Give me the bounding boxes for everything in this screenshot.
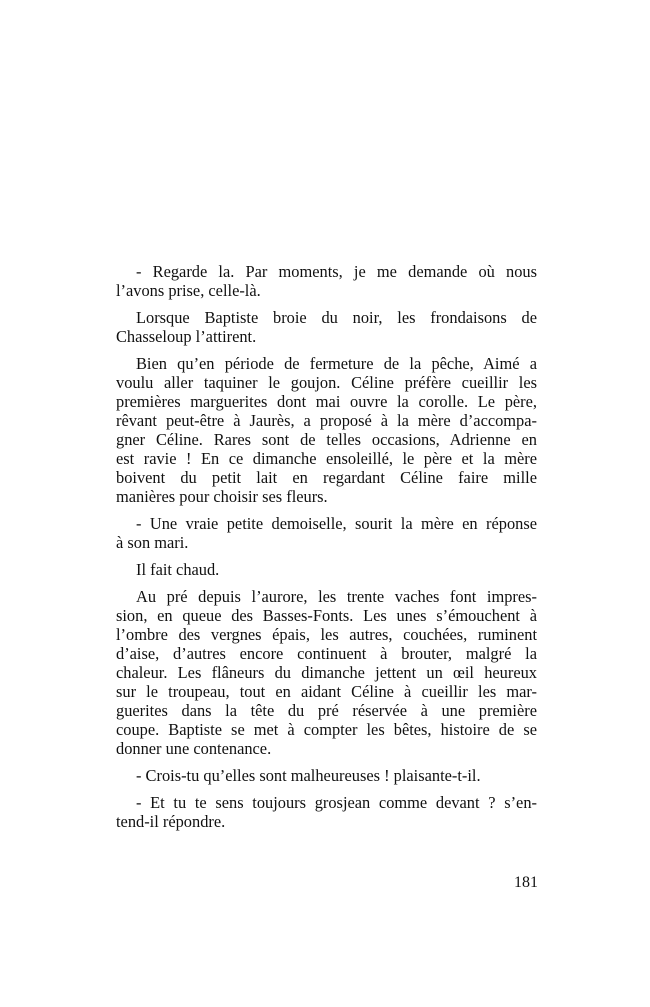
text-line: Il fait chaud. <box>136 560 220 579</box>
text-line: manières pour choisir ses fleurs. <box>116 487 328 506</box>
paragraph <box>116 560 537 579</box>
text-line: coupe. Baptiste se met à compter les bêtes, histoire de se <box>116 720 537 739</box>
paragraph <box>116 793 537 831</box>
text-line: Bien qu’en période de fermeture de la pêche, Aimé a <box>136 354 537 373</box>
text-line: sur le troupeau, tout en aidant Céline à cueillir les mar- <box>116 682 537 701</box>
paragraph <box>116 354 537 506</box>
text-line: est ravie ! En ce dimanche ensoleillé, le père et la mère <box>116 449 537 468</box>
text-line: boivent du petit lait en regardant Céline faire mille <box>116 468 537 487</box>
text-line: voulu aller taquiner le goujon. Céline préfère cueillir les <box>116 373 537 392</box>
paragraph <box>116 587 537 758</box>
text-line: Chasseloup l’attirent. <box>116 327 257 346</box>
text-line: - Et tu te sens toujours grosjean comme devant ? s’en- <box>136 793 537 812</box>
text-line: Lorsque Baptiste broie du noir, les frondaisons de <box>136 308 537 327</box>
text-line: l’ombre des vergnes épais, les autres, couchées, ruminent <box>116 625 537 644</box>
text-line: Au pré depuis l’aurore, les trente vaches font impres- <box>136 587 537 606</box>
page-body-text <box>116 262 537 839</box>
paragraph <box>116 514 537 552</box>
text-line: sion, en queue des Basses-Fonts. Les unes s’émouchent à <box>116 606 537 625</box>
text-line: guerites dans la tête du pré réservée à une première <box>116 701 537 720</box>
text-line: gner Céline. Rares sont de telles occasions, Adrienne en <box>116 430 537 449</box>
text-line: rêvant peut-être à Jaurès, a proposé à la mère d’accompa- <box>116 411 537 430</box>
text-line: - Crois-tu qu’elles sont malheureuses ! plaisante-t-il. <box>136 766 481 785</box>
text-line: - Regarde la. Par moments, je me demande où nous <box>136 262 537 281</box>
text-line: tend-il répondre. <box>116 812 226 831</box>
text-line: premières marguerites dont mai ouvre la corolle. Le père, <box>116 392 537 411</box>
paragraph <box>116 766 537 785</box>
paragraph <box>116 262 537 300</box>
paragraph <box>116 308 537 346</box>
text-line: chaleur. Les flâneurs du dimanche jettent un œil heureux <box>116 663 537 682</box>
text-line: donner une contenance. <box>116 739 272 758</box>
page-number: 181 <box>514 874 538 891</box>
text-line: - Une vraie petite demoiselle, sourit la mère en réponse <box>136 514 537 533</box>
text-line: d’aise, d’autres encore continuent à brouter, malgré la <box>116 644 537 663</box>
text-line: l’avons prise, celle-là. <box>116 281 261 300</box>
text-line: à son mari. <box>116 533 189 552</box>
